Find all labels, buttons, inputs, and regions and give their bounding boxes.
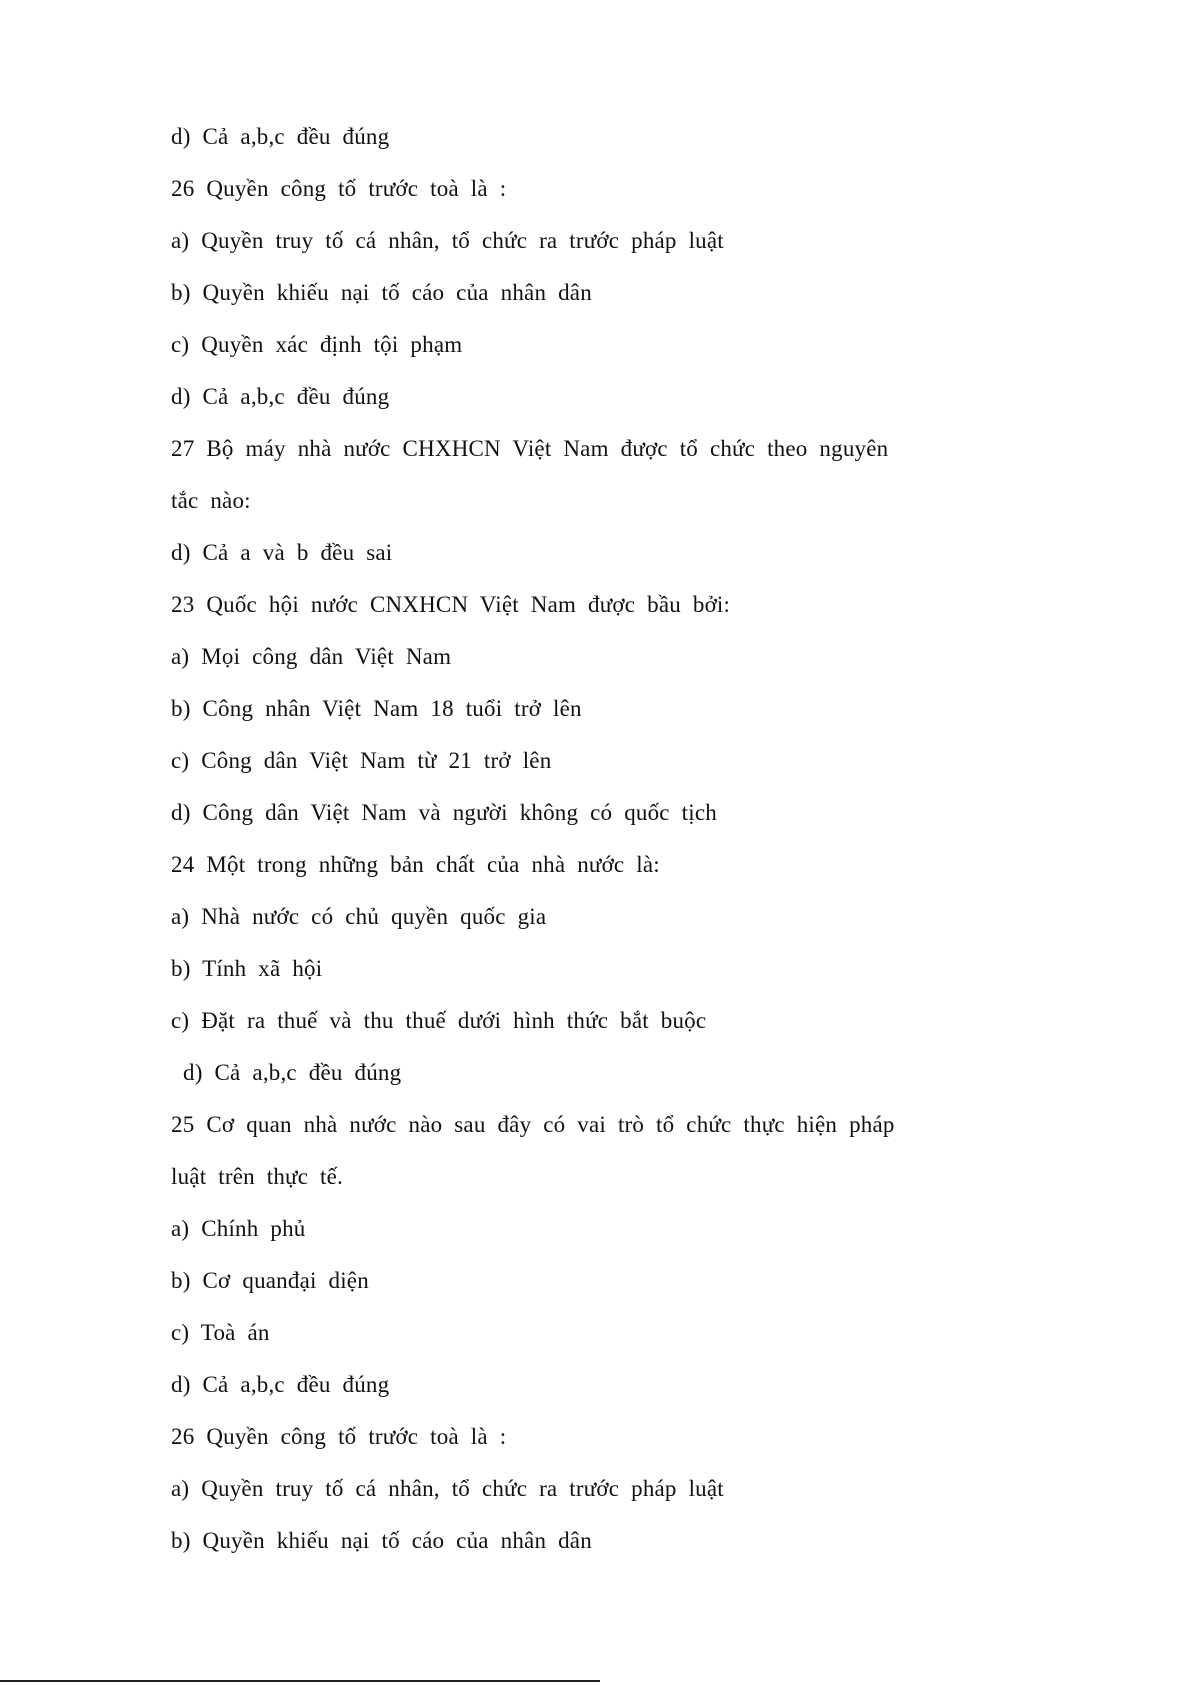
question-heading: 26 Quyền công tố trước toà là : <box>171 1424 507 1449</box>
answer-option: b) Công nhân Việt Nam 18 tuổi trở lên <box>171 696 582 721</box>
answer-option: d) Cả a,b,c đều đúng <box>183 1060 402 1085</box>
page-bottom-rule <box>0 1680 600 1682</box>
answer-option: a) Nhà nước có chủ quyền quốc gia <box>171 904 547 929</box>
answer-option: d) Cả a và b đều sai <box>171 540 393 565</box>
answer-option: c) Đặt ra thuế và thu thuế dưới hình thức bắt buộc <box>171 1008 707 1033</box>
answer-option: a) Quyền truy tố cá nhân, tổ chức ra trước pháp luật <box>171 1476 724 1501</box>
question-heading: 25 Cơ quan nhà nước nào sau đây có vai trò tổ chức thực hiện pháp <box>171 1112 895 1137</box>
answer-option: c) Công dân Việt Nam từ 21 trở lên <box>171 748 552 773</box>
question-heading-continued: tắc nào: <box>171 488 251 513</box>
answer-option: b) Tính xã hội <box>171 956 323 981</box>
answer-option: a) Chính phủ <box>171 1216 306 1241</box>
question-heading: 23 Quốc hội nước CNXHCN Việt Nam được bầu bởi: <box>171 592 731 617</box>
answer-option: d) Cả a,b,c đều đúng <box>171 1372 390 1397</box>
question-heading: 27 Bộ máy nhà nước CHXHCN Việt Nam được tổ chức theo nguyên <box>171 436 889 461</box>
answer-option: a) Quyền truy tố cá nhân, tổ chức ra trước pháp luật <box>171 228 724 253</box>
answer-option: b) Quyền khiếu nại tố cáo của nhân dân <box>171 280 592 305</box>
answer-option: a) Mọi công dân Việt Nam <box>171 644 452 669</box>
answer-option: c) Quyền xác định tội phạm <box>171 332 463 357</box>
answer-option: c) Toà án <box>171 1320 270 1345</box>
answer-option: d) Công dân Việt Nam và người không có quốc tịch <box>171 800 717 825</box>
answer-option: b) Cơ quanđại diện <box>171 1268 369 1293</box>
answer-option: b) Quyền khiếu nại tố cáo của nhân dân <box>171 1528 592 1553</box>
answer-option: d) Cả a,b,c đều đúng <box>171 384 390 409</box>
question-heading: 26 Quyền công tố trước toà là : <box>171 176 507 201</box>
text-line: d) Cả a,b,c đều đúng <box>171 124 390 149</box>
question-heading: 24 Một trong những bản chất của nhà nước là: <box>171 852 660 877</box>
question-heading-continued: luật trên thực tế. <box>171 1164 344 1189</box>
